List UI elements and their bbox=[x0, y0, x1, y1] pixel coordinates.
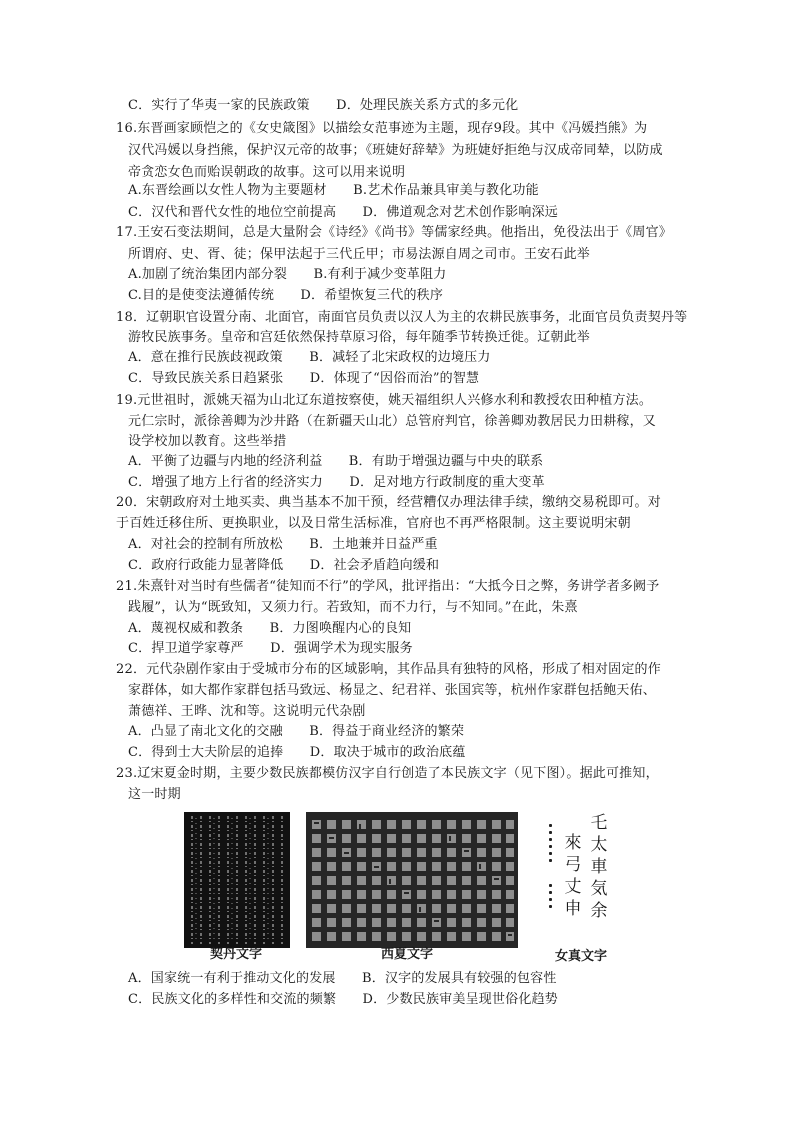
q18-option-ab: A．意在推行民族歧视政策 B．减轻了北宋政权的边境压力 bbox=[128, 350, 491, 365]
q19-stem-line3: 设学校加以教育。这些举措 bbox=[128, 434, 287, 449]
jurchen-glyph: 來 bbox=[564, 833, 582, 853]
q20-stem-line1: 20．宋朝政府对土地买卖、典当基本不加干预，经营糟仅办理法律手续，缴纳交易税即可。对 bbox=[116, 495, 661, 510]
jurchen-dots-column-1 bbox=[548, 824, 554, 866]
q18-stem-line2: 游牧民族事务。皇帝和宫廷依然保持草原习俗，每年随季节转换迁徙。辽朝此举 bbox=[128, 330, 591, 345]
jurchen-glyph-column-left bbox=[562, 832, 584, 920]
q16-stem-line2: 汉代冯媛以身挡熊，保护汉元帝的故事；《班婕好辞辇》为班婕妤拒绝与汉成帝同辇，以防成 bbox=[128, 143, 663, 158]
jurchen-dots-column-2 bbox=[548, 884, 554, 912]
q16-stem-line1: 16.东晋画家顾恺之的《女史箴图》以描绘女范事迹为主题，现存9段。其中《冯媛挡熊》为 bbox=[116, 121, 648, 136]
q15-option-cd: C．实行了华夷一家的民族政策 D．处理民族关系方式的多元化 bbox=[128, 98, 519, 113]
jurchen-glyph: 気 bbox=[590, 879, 608, 899]
q16-option-cd: C．汉代和晋代女性的地位空前提高 D．佛道观念对艺术创作影响深远 bbox=[128, 205, 558, 220]
q21-option-cd: C．捍卫道学家尊严 D．强调学术为现实服务 bbox=[128, 641, 413, 656]
q16-option-ab: A.东晋绘画以女性人物为主要题材 B.艺术作品兼具审美与教化功能 bbox=[128, 183, 539, 198]
caption-khitan: 契丹文字 bbox=[209, 947, 262, 962]
jurchen-glyph: 丈 bbox=[564, 877, 582, 897]
caption-xixia: 西夏文字 bbox=[380, 947, 433, 962]
khitan-script-texture bbox=[184, 812, 290, 948]
q16-stem-line3: 帝贪恋女色而贻误朝政的故事。这可以用来说明 bbox=[128, 165, 406, 180]
q22-stem-line1: 22．元代杂剧作家由于受城市分布的区域影响，其作品具有独特的风格，形成了相对固定的作 bbox=[116, 662, 661, 677]
jurchen-glyph: 余 bbox=[590, 901, 608, 921]
q20-option-ab: A．对社会的控制有所放松 B．土地兼并日益严重 bbox=[128, 537, 438, 552]
q17-stem-line2: 所谓府、史、胥、徒；保甲法起于三代丘甲；市易法源自周之司市。王安石此举 bbox=[128, 247, 591, 262]
q20-option-cd: C．政府行政能力显著降低 D．社会矛盾趋向缓和 bbox=[128, 558, 440, 573]
jurchen-glyph: 車 bbox=[590, 857, 608, 877]
q23-option-ab: A．国家统一有利于推动文化的发展 B．汉字的发展具有较强的包容性 bbox=[128, 971, 557, 986]
jurchen-glyph: 申 bbox=[564, 899, 582, 919]
jurchen-glyph: 弓 bbox=[564, 855, 582, 875]
q19-stem-line2: 元仁宗时，派徐善卿为沙井路（在新疆天山北）总管府判官，徐善卿劝教居民力田耕稼，又 bbox=[128, 414, 657, 429]
xixia-script-texture bbox=[306, 812, 518, 948]
khitan-script-image bbox=[184, 812, 290, 948]
q22-option-ab: A．凸显了南北文化的交融 B．得益于商业经济的繁荣 bbox=[128, 724, 465, 739]
jurchen-glyph-column-right bbox=[588, 812, 610, 922]
q20-stem-line2: 于百姓迁移住所、更换职业，以及日常生活标准，官府也不再严格限制。这主要说明宋朝 bbox=[116, 516, 631, 531]
jurchen-script-image bbox=[540, 810, 616, 950]
xixia-script-image bbox=[306, 812, 518, 948]
q18-option-cd: C．导致民族关系日趋紧张 D．体现了“因俗而治”的智慧 bbox=[128, 371, 480, 386]
q22-stem-line3: 萧德祥、王晔、沈和等。这说明元代杂剧 bbox=[128, 704, 366, 719]
q19-option-cd: C．增强了地方上行省的经济实力 D．足对地方行政制度的重大变革 bbox=[128, 475, 545, 490]
jurchen-glyph: 太 bbox=[590, 835, 608, 855]
q23-option-cd: C．民族文化的多样性和交流的频繁 D．少数民族审美呈现世俗化趋势 bbox=[128, 992, 558, 1007]
q17-option-cd: C.目的是使变法遵循传统 D．希望恢复三代的秩序 bbox=[128, 288, 444, 303]
q21-option-ab: A．蔑视权威和教条 B．力图唤醒内心的良知 bbox=[128, 621, 412, 636]
q22-option-cd: C．得到士大夫阶层的追捧 D．取决于城市的政治底蕴 bbox=[128, 745, 466, 760]
q17-option-ab: A.加剧了统治集团内部分裂 B.有利于减少变革阻力 bbox=[128, 267, 447, 282]
q23-stem-line2: 这一时期 bbox=[128, 787, 181, 802]
q23-stem-line1: 23.辽宋夏金时期，主要少数民族都模仿汉字自行创造了本民族文字（见下图）。据此可推知， bbox=[116, 766, 659, 781]
q22-stem-line2: 家群体，如大都作家群包括马致远、杨显之、纪君祥、张国宾等，杭州作家群包括鲍天佑、 bbox=[128, 683, 657, 698]
q19-option-ab: A．平衡了边疆与内地的经济利益 B．有助于增强边疆与中央的联系 bbox=[128, 454, 544, 469]
q21-stem-line2: 践履”，认为“既致知，又须力行。若致知，而不力行，与不知同。”在此，朱熹 bbox=[128, 600, 578, 615]
q17-stem-line1: 17.王安石变法期间，总是大量附会《诗经》《尚书》等儒家经典。他指出，免役法出于《周官》 bbox=[116, 225, 672, 240]
q18-stem-line1: 18．辽朝职官设置分南、北面官，南面官员负责以汉人为主的农耕民族事务，北面官员负责契丹等 bbox=[116, 310, 688, 325]
jurchen-glyph: 乇 bbox=[590, 813, 608, 833]
scripts-figure bbox=[0, 806, 794, 966]
q21-stem-line1: 21.朱熹针对当时有些儒者“徒知而不行”的学风，批评指出：“大抵今日之弊，务讲学者多阙予 bbox=[116, 579, 660, 594]
caption-jurchen: 女真文字 bbox=[554, 949, 607, 964]
q19-stem-line1: 19.元世祖时，派姚天福为山北辽东道按察使，姚天福组织人兴修水利和教授农田种植方法。 bbox=[116, 393, 653, 408]
